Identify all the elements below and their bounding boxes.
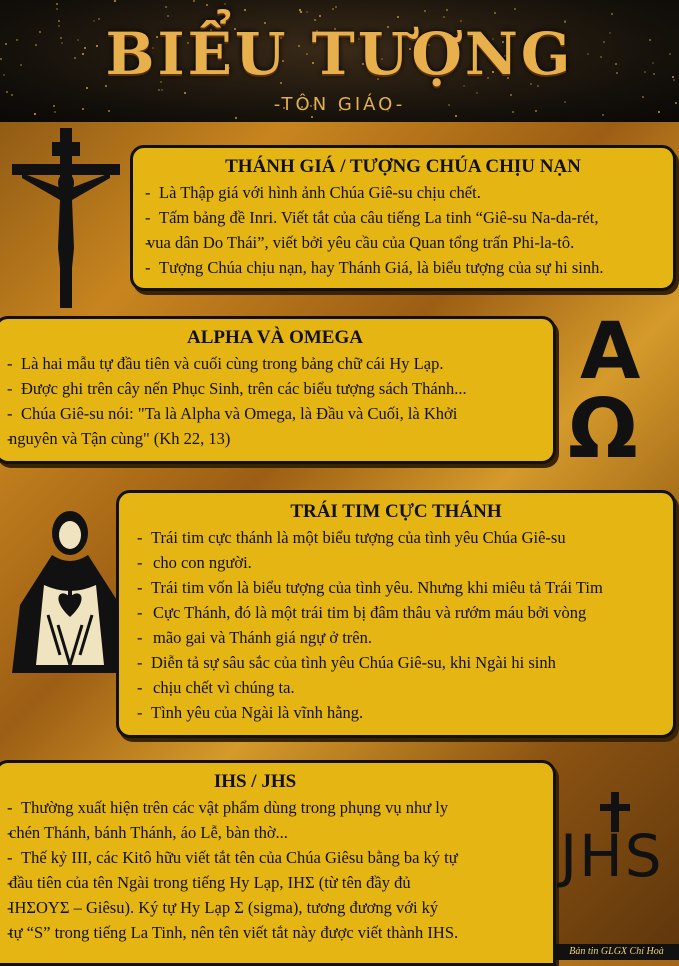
spark-dot bbox=[206, 4, 208, 6]
section-title: THÁNH GIÁ / TƯỢNG CHÚA CHỊU NẠN bbox=[225, 156, 581, 177]
section-line: - Trái tim vốn là biểu tượng của tình yêu. Nhưng khi miêu tả Trái Tim bbox=[137, 575, 673, 600]
spark-dot bbox=[161, 89, 163, 91]
section-line: - IHΣOYΣ – Giêsu). Ký tự Hy Lạp Σ (sigma), tương đương với ký bbox=[7, 895, 553, 920]
section-title: IHS / JHS bbox=[213, 771, 297, 792]
section-line: - nguyên và Tận cùng" (Kh 22, 13) bbox=[7, 426, 553, 451]
spark-dot bbox=[235, 117, 237, 119]
section-line: - Diễn tả sự sâu sắc của tình yêu Chúa Giê-su, khi Ngài hi sinh bbox=[137, 650, 673, 675]
section-line: - tự “S” trong tiếng La Tinh, nên tên viết tắt này được viết thành IHS. bbox=[7, 920, 553, 945]
section-line: - cho con người. bbox=[137, 550, 673, 575]
spark-dot bbox=[397, 16, 399, 18]
spark-dot bbox=[158, 89, 160, 91]
section-line: - Thường xuất hiện trên các vật phẩm dùng trong phụng vụ như ly bbox=[7, 795, 553, 820]
spark-dot bbox=[167, 15, 169, 17]
header-banner bbox=[0, 0, 679, 122]
section-line: - vua dân Do Thái”, viết bởi yêu cầu của Quan tổng trấn Phi-la-tô. bbox=[145, 230, 673, 255]
spark-dot bbox=[446, 9, 448, 11]
jhs-letters: JHS bbox=[560, 822, 664, 890]
section-line: - Chúa Giê-su nói: "Ta là Alpha và Omega, là Đầu và Cuối, là Khởi bbox=[7, 401, 553, 426]
alpha-glyph: A bbox=[580, 307, 641, 397]
spark-dot bbox=[514, 8, 516, 10]
section-line: - chén Thánh, bánh Thánh, áo Lễ, bàn thờ... bbox=[7, 820, 553, 845]
section-alpha-omega-panel bbox=[0, 316, 556, 464]
credit-label: Bản tin GLGX Chí Hoà bbox=[554, 944, 679, 960]
spark-dot bbox=[224, 3, 226, 5]
section-line: - Được ghi trên cây nến Phục Sinh, trên các biểu tượng sách Thánh... bbox=[7, 376, 553, 401]
spark-dot bbox=[193, 0, 195, 2]
spark-dot bbox=[332, 8, 334, 10]
spark-dot bbox=[424, 10, 426, 12]
section-line: - đầu tiên của tên Ngài trong tiếng Hy Lạp, IHΣ (từ tên đầy đủ bbox=[7, 870, 553, 895]
spark-dot bbox=[443, 16, 445, 18]
spark-dot bbox=[56, 8, 58, 10]
section-line: - Tình yêu của Ngài là vĩnh hằng. bbox=[137, 700, 673, 725]
section-sacred-heart-panel bbox=[116, 490, 676, 738]
spark-dot bbox=[300, 11, 302, 13]
section-line: - Thế kỷ III, các Kitô hữu viết tắt tên của Chúa Giêsu bằng ba ký tự bbox=[7, 845, 553, 870]
section-line: - Cực Thánh, đó là một trái tim bị đâm thâu và rướm máu bởi vòng bbox=[137, 600, 673, 625]
page-subtitle: -TÔN GIÁO- bbox=[273, 94, 406, 115]
spark-dot bbox=[6, 91, 8, 93]
spark-dot bbox=[299, 9, 301, 11]
section-line: - chịu chết vì chúng ta. bbox=[137, 675, 673, 700]
spark-dot bbox=[319, 15, 321, 17]
spark-dot bbox=[306, 11, 308, 13]
crucifix-icon bbox=[12, 128, 122, 308]
spark-dot bbox=[611, 13, 613, 15]
alpha-omega-icon bbox=[566, 307, 666, 477]
section-ihs-panel bbox=[0, 760, 556, 966]
spark-dot bbox=[494, 12, 496, 14]
omega-glyph: Ω bbox=[568, 382, 638, 477]
section-line: - mão gai và Thánh giá ngự ở trên. bbox=[137, 625, 673, 650]
spark-dot bbox=[114, 0, 116, 2]
jhs-monogram-icon bbox=[558, 790, 673, 890]
section-title: TRÁI TIM CỰC THÁNH bbox=[290, 501, 502, 522]
section-line: - Trái tim cực thánh là một biểu tượng của tình yêu Chúa Giê-su bbox=[137, 525, 673, 550]
spark-dot bbox=[244, 9, 246, 11]
spark-dot bbox=[311, 116, 313, 118]
section-line: - Là hai mẫu tự đầu tiên và cuối cùng trong bảng chữ cái Hy Lạp. bbox=[7, 351, 553, 376]
spark-dot bbox=[335, 6, 337, 8]
section-crucifix-panel bbox=[130, 145, 676, 291]
page-title: BIỂU TƯỢNG bbox=[105, 20, 574, 88]
spark-dot bbox=[56, 3, 58, 5]
section-line: - Tượng Chúa chịu nạn, hay Thánh Giá, là biểu tượng của sự hi sinh. bbox=[145, 255, 673, 280]
sacred-heart-icon bbox=[8, 505, 133, 675]
spark-dot bbox=[165, 6, 167, 8]
section-line: - Là Thập giá với hình ảnh Chúa Giê-su chịu chết. bbox=[145, 180, 673, 205]
section-title: ALPHA VÀ OMEGA bbox=[187, 327, 363, 348]
spark-dot bbox=[455, 115, 457, 117]
section-line: - Tấm bảng đề Inri. Viết tắt của câu tiếng La tinh “Giê-su Na-da-rét, bbox=[145, 205, 673, 230]
